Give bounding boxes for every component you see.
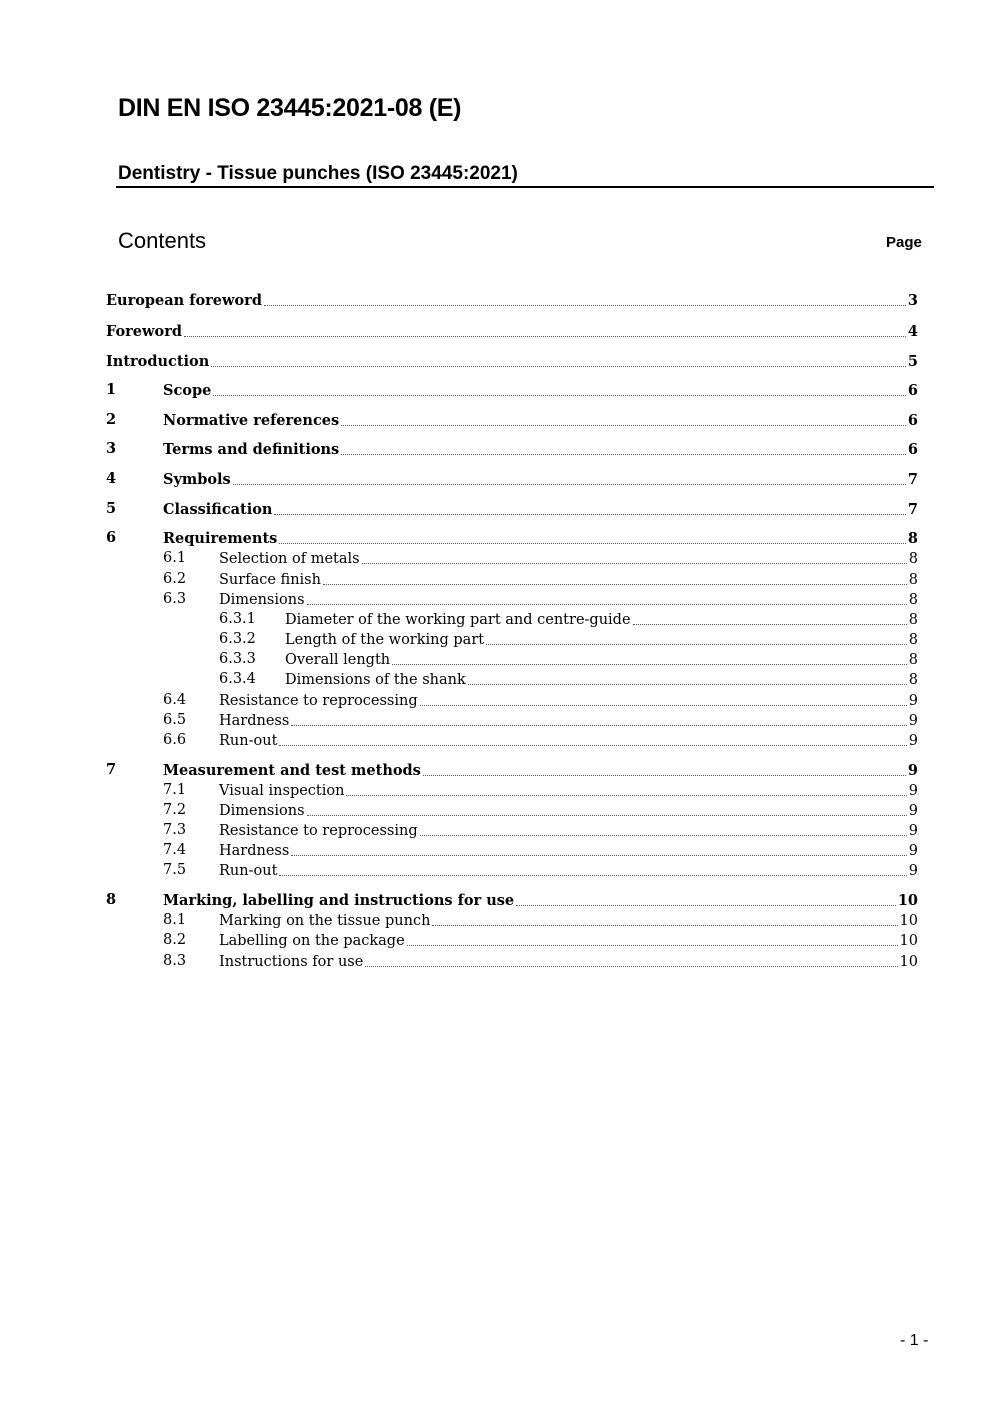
toc-dot-leader: [279, 875, 906, 876]
toc-dot-leader: [291, 855, 906, 856]
toc-entry-page: 9: [908, 823, 918, 839]
toc-entry[interactable]: [163, 820, 918, 840]
contents-heading: Contents: [118, 228, 207, 253]
toc-entry-title: Dimensions of the shank: [285, 672, 466, 688]
toc-entry-title: Dimensions: [219, 592, 305, 608]
toc-entry-title: Resistance to reprocessing: [219, 693, 418, 709]
toc-entry-page: 10: [897, 892, 918, 909]
toc-entry-number: 6.1: [163, 550, 187, 566]
toc-entry-page: 6: [907, 382, 918, 399]
toc-dot-leader: [323, 584, 907, 585]
toc-entry-page: 5: [907, 353, 918, 370]
toc-entry-title: Hardness: [219, 713, 290, 729]
toc-entry-title: Introduction: [106, 353, 210, 370]
toc-entry-page: 8: [908, 592, 918, 608]
toc-entry-number: 7.4: [163, 842, 187, 858]
title-rule: [116, 186, 934, 188]
toc-entry-number: 8.3: [163, 953, 187, 969]
toc-entry-title: Labelling on the package: [219, 933, 405, 949]
toc-entry-page: 9: [908, 803, 918, 819]
toc-entry-number: 8.1: [163, 912, 187, 928]
toc-entry-title: Resistance to reprocessing: [219, 823, 418, 839]
toc-dot-leader: [486, 644, 907, 645]
toc-dot-leader: [211, 366, 906, 367]
toc-entry-page: 8: [908, 652, 918, 668]
toc-entry-page: 10: [899, 933, 918, 949]
toc-entry-title: Run-out: [219, 733, 278, 749]
toc-entry-number: 6.3.4: [219, 671, 256, 687]
toc-entry[interactable]: [106, 410, 918, 430]
toc-dot-leader: [516, 905, 896, 906]
toc-dot-leader: [407, 945, 898, 946]
toc-entry[interactable]: [106, 760, 918, 780]
toc-entry-title: Instructions for use: [219, 954, 364, 970]
toc-entry-page: 9: [908, 783, 918, 799]
toc-entry-page: 9: [908, 693, 918, 709]
toc-entry-title: Selection of metals: [219, 551, 360, 567]
toc-entry-title: Marking, labelling and instructions for use: [163, 892, 515, 909]
toc-entry[interactable]: [219, 629, 918, 649]
toc-entry-number: 6.3.2: [219, 631, 256, 647]
toc-entry[interactable]: [163, 930, 918, 950]
toc-entry-number: 7.2: [163, 802, 187, 818]
page-number: - 1 -: [900, 1332, 929, 1349]
toc-entry[interactable]: [163, 860, 918, 880]
toc-entry-number: 5: [106, 500, 117, 517]
toc-dot-leader: [274, 514, 905, 515]
toc-entry-number: 7.5: [163, 862, 187, 878]
toc-entry-title: Scope: [163, 382, 212, 399]
toc-entry-number: 7.3: [163, 822, 187, 838]
toc-entry-page: 8: [908, 572, 918, 588]
toc-entry-number: 6.3.3: [219, 651, 256, 667]
toc-entry-title: Length of the working part: [285, 632, 485, 648]
toc-entry-page: 9: [907, 762, 918, 779]
toc-entry-title: Classification: [163, 501, 273, 518]
toc-entry-title: Marking on the tissue punch: [219, 913, 431, 929]
toc-entry-number: 6.2: [163, 571, 187, 587]
toc-entry-number: 6.5: [163, 712, 187, 728]
toc-entry-number: 8.2: [163, 932, 187, 948]
toc-entry[interactable]: [106, 380, 918, 400]
toc-entry-title: European foreword: [106, 292, 262, 309]
toc-entry-title: Visual inspection: [219, 783, 345, 799]
toc-entry-number: 8: [106, 891, 117, 908]
toc-entry[interactable]: [106, 528, 918, 548]
toc-entry[interactable]: [163, 730, 918, 750]
toc-entry-title: Symbols: [163, 471, 231, 488]
toc-dot-leader: [291, 725, 906, 726]
toc-entry-title: Run-out: [219, 863, 278, 879]
toc-entry-page: 7: [907, 471, 918, 488]
toc-entry-page: 8: [908, 612, 918, 628]
toc-entry-number: 1: [106, 381, 117, 398]
toc-entry-page: 9: [908, 863, 918, 879]
toc-entry-number: 3: [106, 440, 117, 457]
toc-dot-leader: [341, 454, 906, 455]
toc-entry[interactable]: [163, 710, 918, 730]
toc-entry-page: 8: [908, 632, 918, 648]
toc-dot-leader: [420, 835, 907, 836]
toc-entry-title: Surface finish: [219, 572, 321, 588]
toc-entry-number: 7: [106, 761, 117, 778]
toc-entry-number: 6: [106, 529, 117, 546]
toc-dot-leader: [432, 925, 897, 926]
toc-entry[interactable]: [106, 439, 918, 459]
toc-entry-page: 9: [908, 713, 918, 729]
toc-entry-title: Overall length: [285, 652, 391, 668]
toc-dot-leader: [423, 775, 906, 776]
toc-entry[interactable]: [163, 780, 918, 800]
toc-entry-title: Dimensions: [219, 803, 305, 819]
toc-dot-leader: [307, 604, 907, 605]
toc-entry[interactable]: [163, 800, 918, 820]
toc-entry-number: 4: [106, 470, 117, 487]
toc-entry-page: 8: [908, 551, 918, 567]
toc-dot-leader: [279, 543, 906, 544]
toc-dot-leader: [279, 745, 906, 746]
toc-entry[interactable]: [163, 910, 918, 930]
toc-dot-leader: [346, 795, 906, 796]
toc-entry-page: 3: [907, 292, 918, 309]
toc-dot-leader: [307, 815, 907, 816]
toc-entry-title: Foreword: [106, 323, 182, 340]
toc-entry-page: 10: [899, 954, 918, 970]
toc-entry[interactable]: [163, 569, 918, 589]
toc-entry-title: Diameter of the working part and centre-guide: [285, 612, 631, 628]
toc-entry-page: 8: [907, 530, 918, 547]
toc-entry-number: 6.4: [163, 692, 187, 708]
toc-dot-leader: [264, 305, 906, 306]
toc-entry[interactable]: [106, 321, 918, 341]
toc-entry-number: 6.3: [163, 591, 187, 607]
toc-entry[interactable]: [106, 499, 918, 519]
toc-dot-leader: [468, 684, 907, 685]
toc-entry[interactable]: [106, 351, 918, 371]
toc-entry-page: 7: [907, 501, 918, 518]
document-id: DIN EN ISO 23445:2021-08 (E): [118, 94, 462, 122]
toc-entry-title: Requirements: [163, 530, 278, 547]
toc-entry-page: 4: [907, 323, 918, 340]
toc-entry-page: 9: [908, 843, 918, 859]
toc-entry[interactable]: [106, 469, 918, 489]
toc-entry-title: Measurement and test methods: [163, 762, 421, 779]
toc-entry[interactable]: [219, 649, 918, 669]
toc-entry-page: 9: [908, 733, 918, 749]
toc-entry[interactable]: [106, 290, 918, 310]
toc-dot-leader: [233, 484, 906, 485]
toc-entry-number: 6.3.1: [219, 611, 256, 627]
toc-entry[interactable]: [163, 951, 918, 971]
toc-entry[interactable]: [163, 548, 918, 568]
toc-dot-leader: [365, 966, 897, 967]
toc-entry-page: 6: [907, 412, 918, 429]
toc-entry[interactable]: [106, 890, 918, 910]
toc-dot-leader: [420, 705, 907, 706]
toc-entry-page: 10: [899, 913, 918, 929]
toc-entry-number: 7.1: [163, 782, 187, 798]
toc-entry-title: Hardness: [219, 843, 290, 859]
page-column-heading: Page: [886, 234, 922, 251]
toc-entry-number: 2: [106, 411, 117, 428]
toc-dot-leader: [213, 395, 906, 396]
toc-entry[interactable]: [219, 669, 918, 689]
toc-entry[interactable]: [163, 840, 918, 860]
toc-entry[interactable]: [163, 589, 918, 609]
toc-entry-title: Terms and definitions: [163, 441, 340, 458]
toc-entry-page: 6: [907, 441, 918, 458]
document-title: Dentistry - Tissue punches (ISO 23445:2021): [118, 163, 518, 184]
toc-dot-leader: [633, 624, 907, 625]
toc-entry[interactable]: [163, 690, 918, 710]
toc-entry[interactable]: [219, 609, 918, 629]
toc-dot-leader: [362, 563, 907, 564]
toc-dot-leader: [392, 664, 907, 665]
toc-dot-leader: [341, 425, 906, 426]
toc-entry-page: 8: [908, 672, 918, 688]
toc-entry-number: 6.6: [163, 732, 187, 748]
toc-entry-title: Normative references: [163, 412, 340, 429]
toc-dot-leader: [184, 336, 906, 337]
